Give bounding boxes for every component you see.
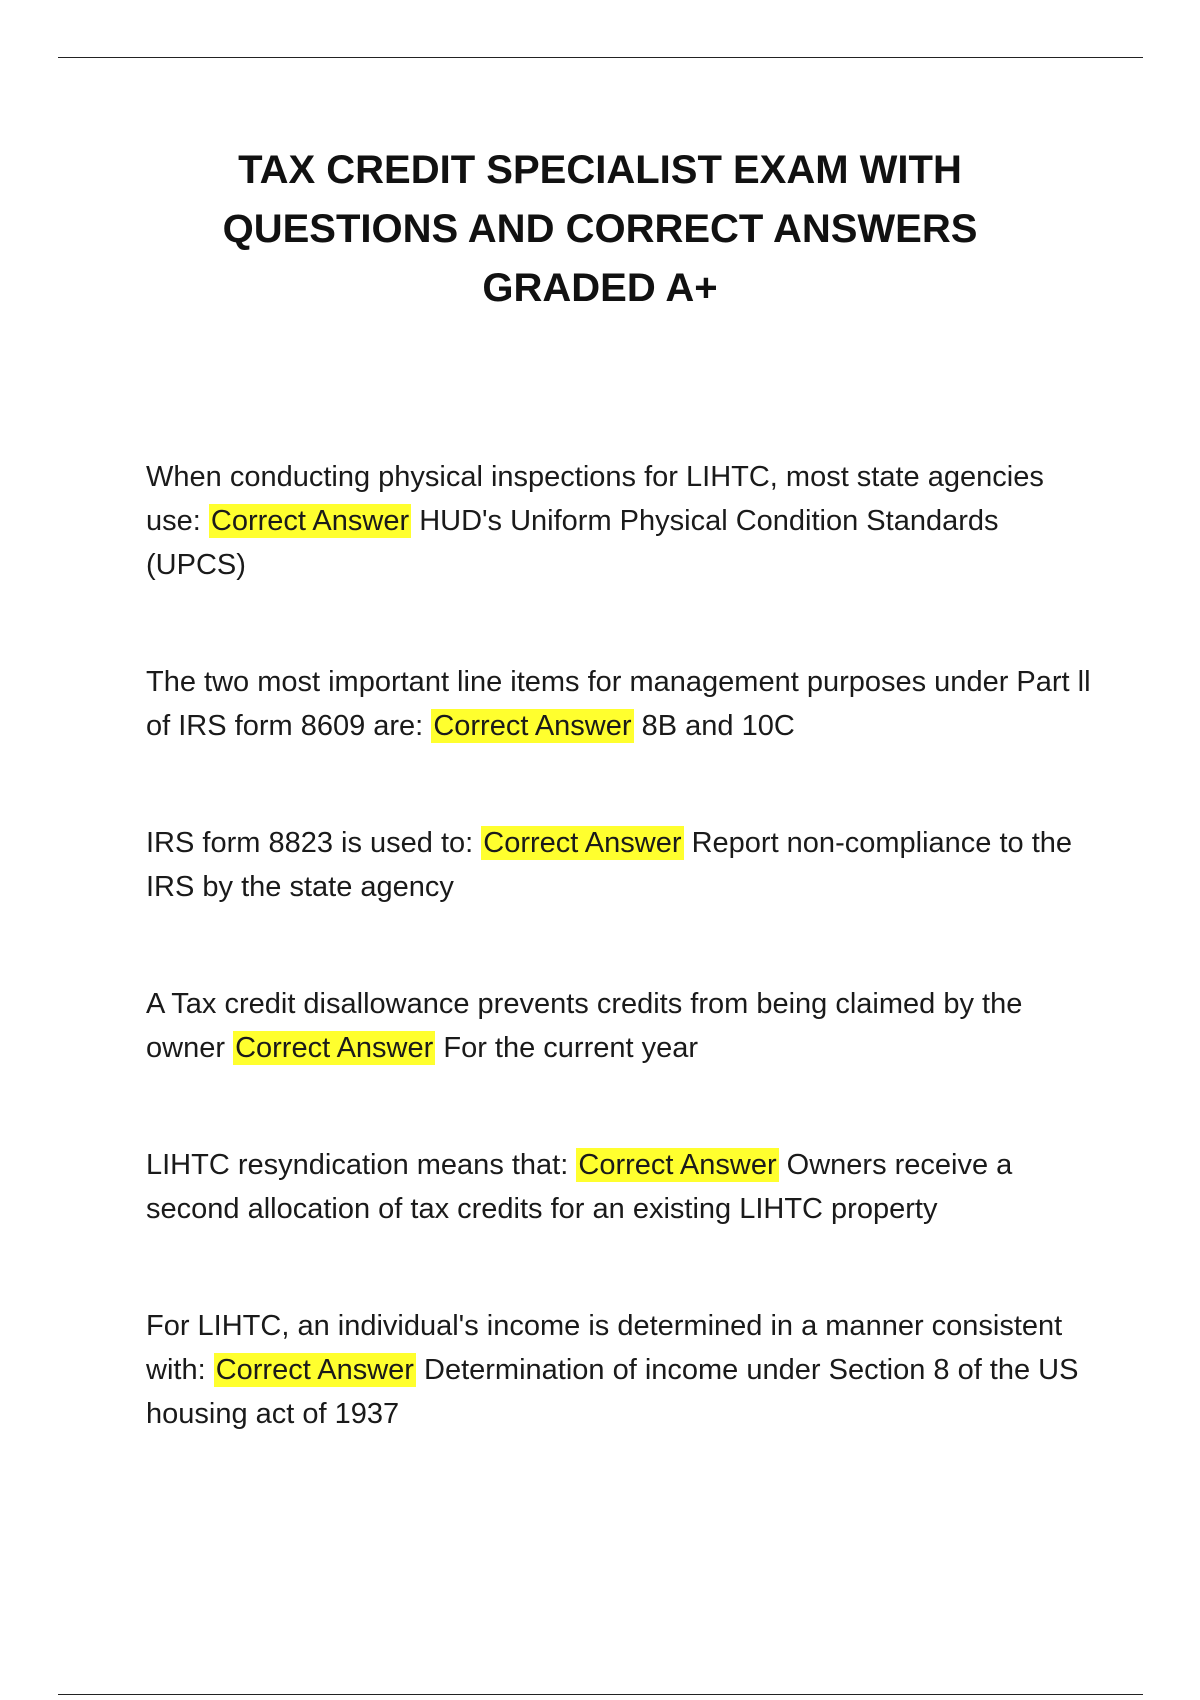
question-text: A Tax credit disallowance prevents credits from being claimed by the owner [146, 988, 1023, 1064]
question-text: For LIHTC, an individual's income is determined in a manner consistent with: [146, 1310, 1063, 1386]
answer-text: HUD's Uniform Physical Condition Standards (UPCS) [146, 505, 999, 581]
correct-answer-label: Correct Answer [210, 505, 410, 537]
answer-text: Owners receive a second allocation of tax credits for an existing LIHTC property [146, 1149, 1013, 1225]
qa-item [146, 1143, 1106, 1231]
correct-answer-label: Correct Answer [433, 710, 632, 742]
bottom-divider [58, 1694, 1143, 1695]
correct-answer-label: Correct Answer [215, 1354, 414, 1386]
answer-text: Report non-compliance to the IRS by the state agency [146, 827, 1073, 903]
title-line-1: TAX CREDIT SPECIALIST EXAM WITH [238, 148, 962, 192]
question-text: LIHTC resyndication means that: [146, 1149, 569, 1181]
qa-item [146, 982, 1106, 1070]
title-line-3: GRADED A+ [482, 266, 718, 310]
qa-item [146, 455, 1106, 587]
question-answer-list [146, 455, 1106, 1509]
qa-item [146, 1304, 1106, 1436]
correct-answer-label: Correct Answer [578, 1149, 777, 1181]
document-title [100, 141, 1100, 318]
question-text: The two most important line items for management purposes under Part ll of IRS form 8609 are: [146, 666, 1091, 742]
answer-text: 8B and 10C [641, 710, 795, 742]
title-line-2: QUESTIONS AND CORRECT ANSWERS [222, 207, 978, 251]
answer-text: For the current year [443, 1032, 699, 1064]
qa-item [146, 660, 1106, 748]
answer-text: Determination of income under Section 8 of the US housing act of 1937 [146, 1354, 1079, 1430]
question-text: IRS form 8823 is used to: [146, 827, 474, 859]
qa-item [146, 821, 1106, 909]
correct-answer-label: Correct Answer [483, 827, 682, 859]
correct-answer-label: Correct Answer [235, 1032, 434, 1064]
question-text: When conducting physical inspections for LIHTC, most state agencies use: [146, 461, 1044, 537]
top-divider [58, 57, 1143, 58]
